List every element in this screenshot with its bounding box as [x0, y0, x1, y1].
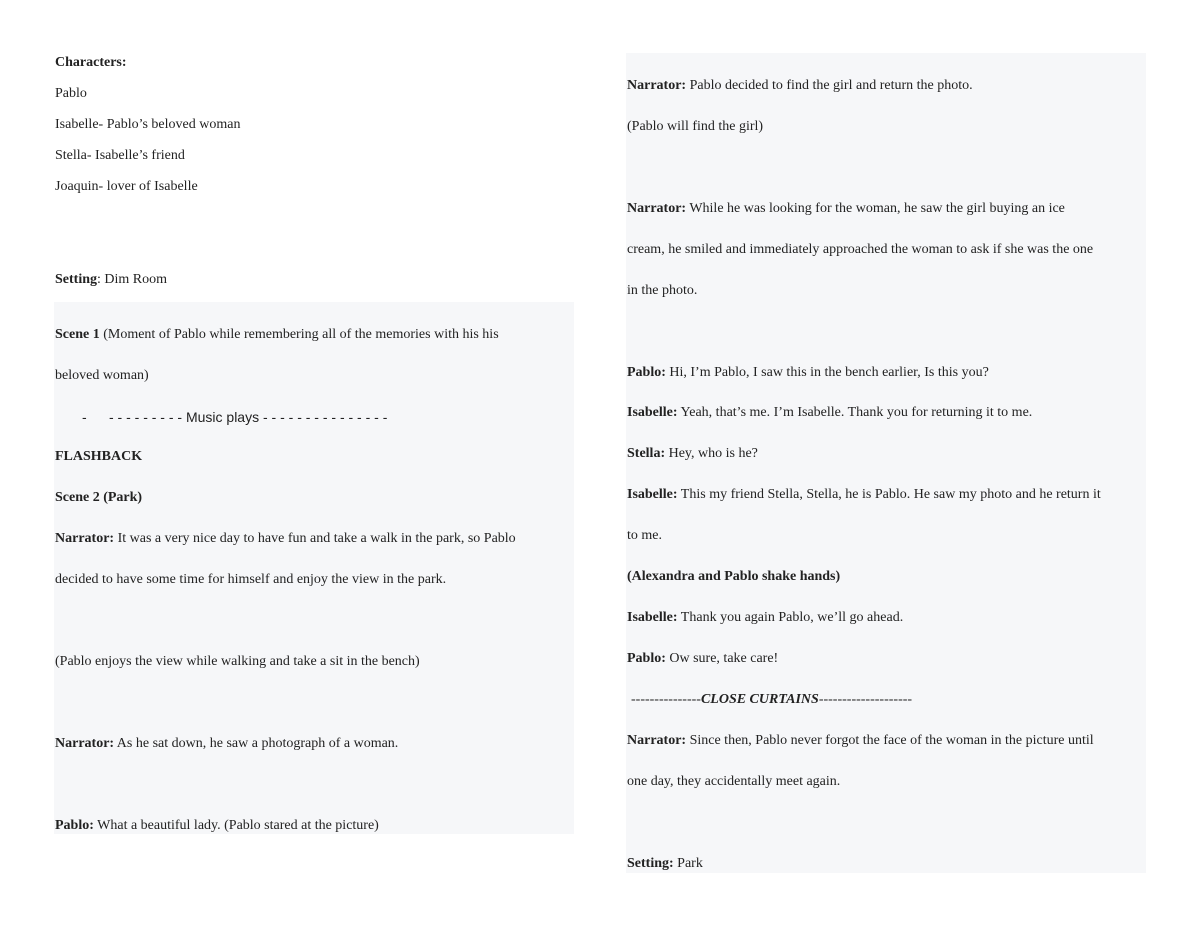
narrator3-line [627, 76, 973, 96]
scene2-heading: Scene 2 (Park) [55, 490, 143, 505]
close-curtains-line [631, 690, 912, 710]
narrator2-text: As he sat down, he saw a photograph of a woman. [114, 736, 399, 751]
setting2-value: Park [673, 856, 703, 871]
pablo3-text: Ow sure, take care! [665, 651, 779, 666]
narrator4-line3: in the photo. [627, 283, 698, 298]
pablo3-line [627, 649, 778, 669]
stage-direction-3: (Alexandra and Pablo shake hands) [627, 569, 841, 584]
narrator2-line [55, 734, 398, 754]
stage-direction-1: (Pablo enjoys the view while walking and take a sit in the bench) [55, 654, 420, 669]
close-curtains-dashes-left: --------------- [631, 692, 701, 707]
narrator1-line2: decided to have some time for himself and enjoy the view in the park. [55, 572, 447, 587]
isabelle2-line2: to me. [627, 528, 662, 543]
close-curtains-dashes-right: -------------------- [818, 692, 913, 707]
isabelle1-line [627, 403, 1032, 423]
pablo2-label: Pablo: [627, 365, 666, 380]
setting-label: Setting [55, 272, 97, 287]
narrator4-label: Narrator: [627, 201, 687, 216]
narrator5-line1 [627, 731, 1094, 751]
characters-heading: Characters: [55, 55, 127, 70]
character-isabelle: Isabelle- Pablo’s beloved woman [55, 117, 241, 132]
narrator2-label: Narrator: [55, 736, 115, 751]
scene1-label: Scene 1 [55, 327, 100, 342]
music-dash: - [82, 409, 87, 425]
setting-line [55, 270, 167, 290]
pablo1-text: What a beautiful lady. (Pablo stared at the picture) [93, 818, 379, 833]
character-pablo: Pablo [55, 86, 87, 101]
isabelle2-line1 [627, 485, 1101, 505]
setting2-label: Setting: [627, 856, 674, 871]
narrator3-label: Narrator: [627, 78, 687, 93]
character-joaquin: Joaquin- lover of Isabelle [55, 179, 198, 194]
stella1-text: Hey, who is he? [665, 446, 758, 461]
isabelle3-label: Isabelle: [627, 610, 678, 625]
narrator5-text: Since then, Pablo never forgot the face of the woman in the picture until [686, 733, 1094, 748]
narrator5-line2: one day, they accidentally meet again. [627, 774, 841, 789]
close-curtains-text: CLOSE CURTAINS [700, 692, 819, 707]
isabelle2-label: Isabelle: [627, 487, 678, 502]
scene1-text: (Moment of Pablo while remembering all of the memories with his his [99, 327, 499, 342]
isabelle2-text: This my friend Stella, Stella, he is Pablo. He saw my photo and he return it [677, 487, 1101, 502]
pablo1-label: Pablo: [55, 818, 94, 833]
isabelle1-text: Yeah, that’s me. I’m Isabelle. Thank you for returning it to me. [677, 405, 1033, 420]
isabelle3-text: Thank you again Pablo, we’ll go ahead. [677, 610, 904, 625]
isabelle3-line [627, 608, 903, 628]
narrator1-text: It was a very nice day to have fun and take a walk in the park, so Pablo [114, 531, 516, 546]
stage-direction-2: (Pablo will find the girl) [627, 119, 764, 134]
setting2-line [627, 854, 703, 874]
setting-value: : Dim Room [97, 272, 168, 287]
pablo1-line [55, 816, 379, 836]
scene1-line1 [55, 325, 499, 345]
narrator3-text: Pablo decided to find the girl and return the photo. [686, 78, 973, 93]
narrator4-text: While he was looking for the woman, he saw the girl buying an ice [686, 201, 1065, 216]
narrator4-line1 [627, 199, 1065, 219]
flashback-heading: FLASHBACK [55, 449, 143, 464]
narrator1-line1 [55, 529, 516, 549]
scene1-line2: beloved woman) [55, 368, 149, 383]
narrator4-line2: cream, he smiled and immediately approached the woman to ask if she was the one [627, 242, 1094, 257]
pablo3-label: Pablo: [627, 651, 666, 666]
narrator1-label: Narrator: [55, 531, 115, 546]
character-stella: Stella- Isabelle’s friend [55, 148, 185, 163]
pablo2-line [627, 363, 989, 383]
stella1-line [627, 444, 758, 464]
music-plays-line: - - - - - - - - - Music plays - - - - - - - - - - - - - - - [109, 409, 388, 425]
pablo2-text: Hi, I’m Pablo, I saw this in the bench earlier, Is this you? [665, 365, 989, 380]
stella1-label: Stella: [627, 446, 666, 461]
narrator5-label: Narrator: [627, 733, 687, 748]
isabelle1-label: Isabelle: [627, 405, 678, 420]
